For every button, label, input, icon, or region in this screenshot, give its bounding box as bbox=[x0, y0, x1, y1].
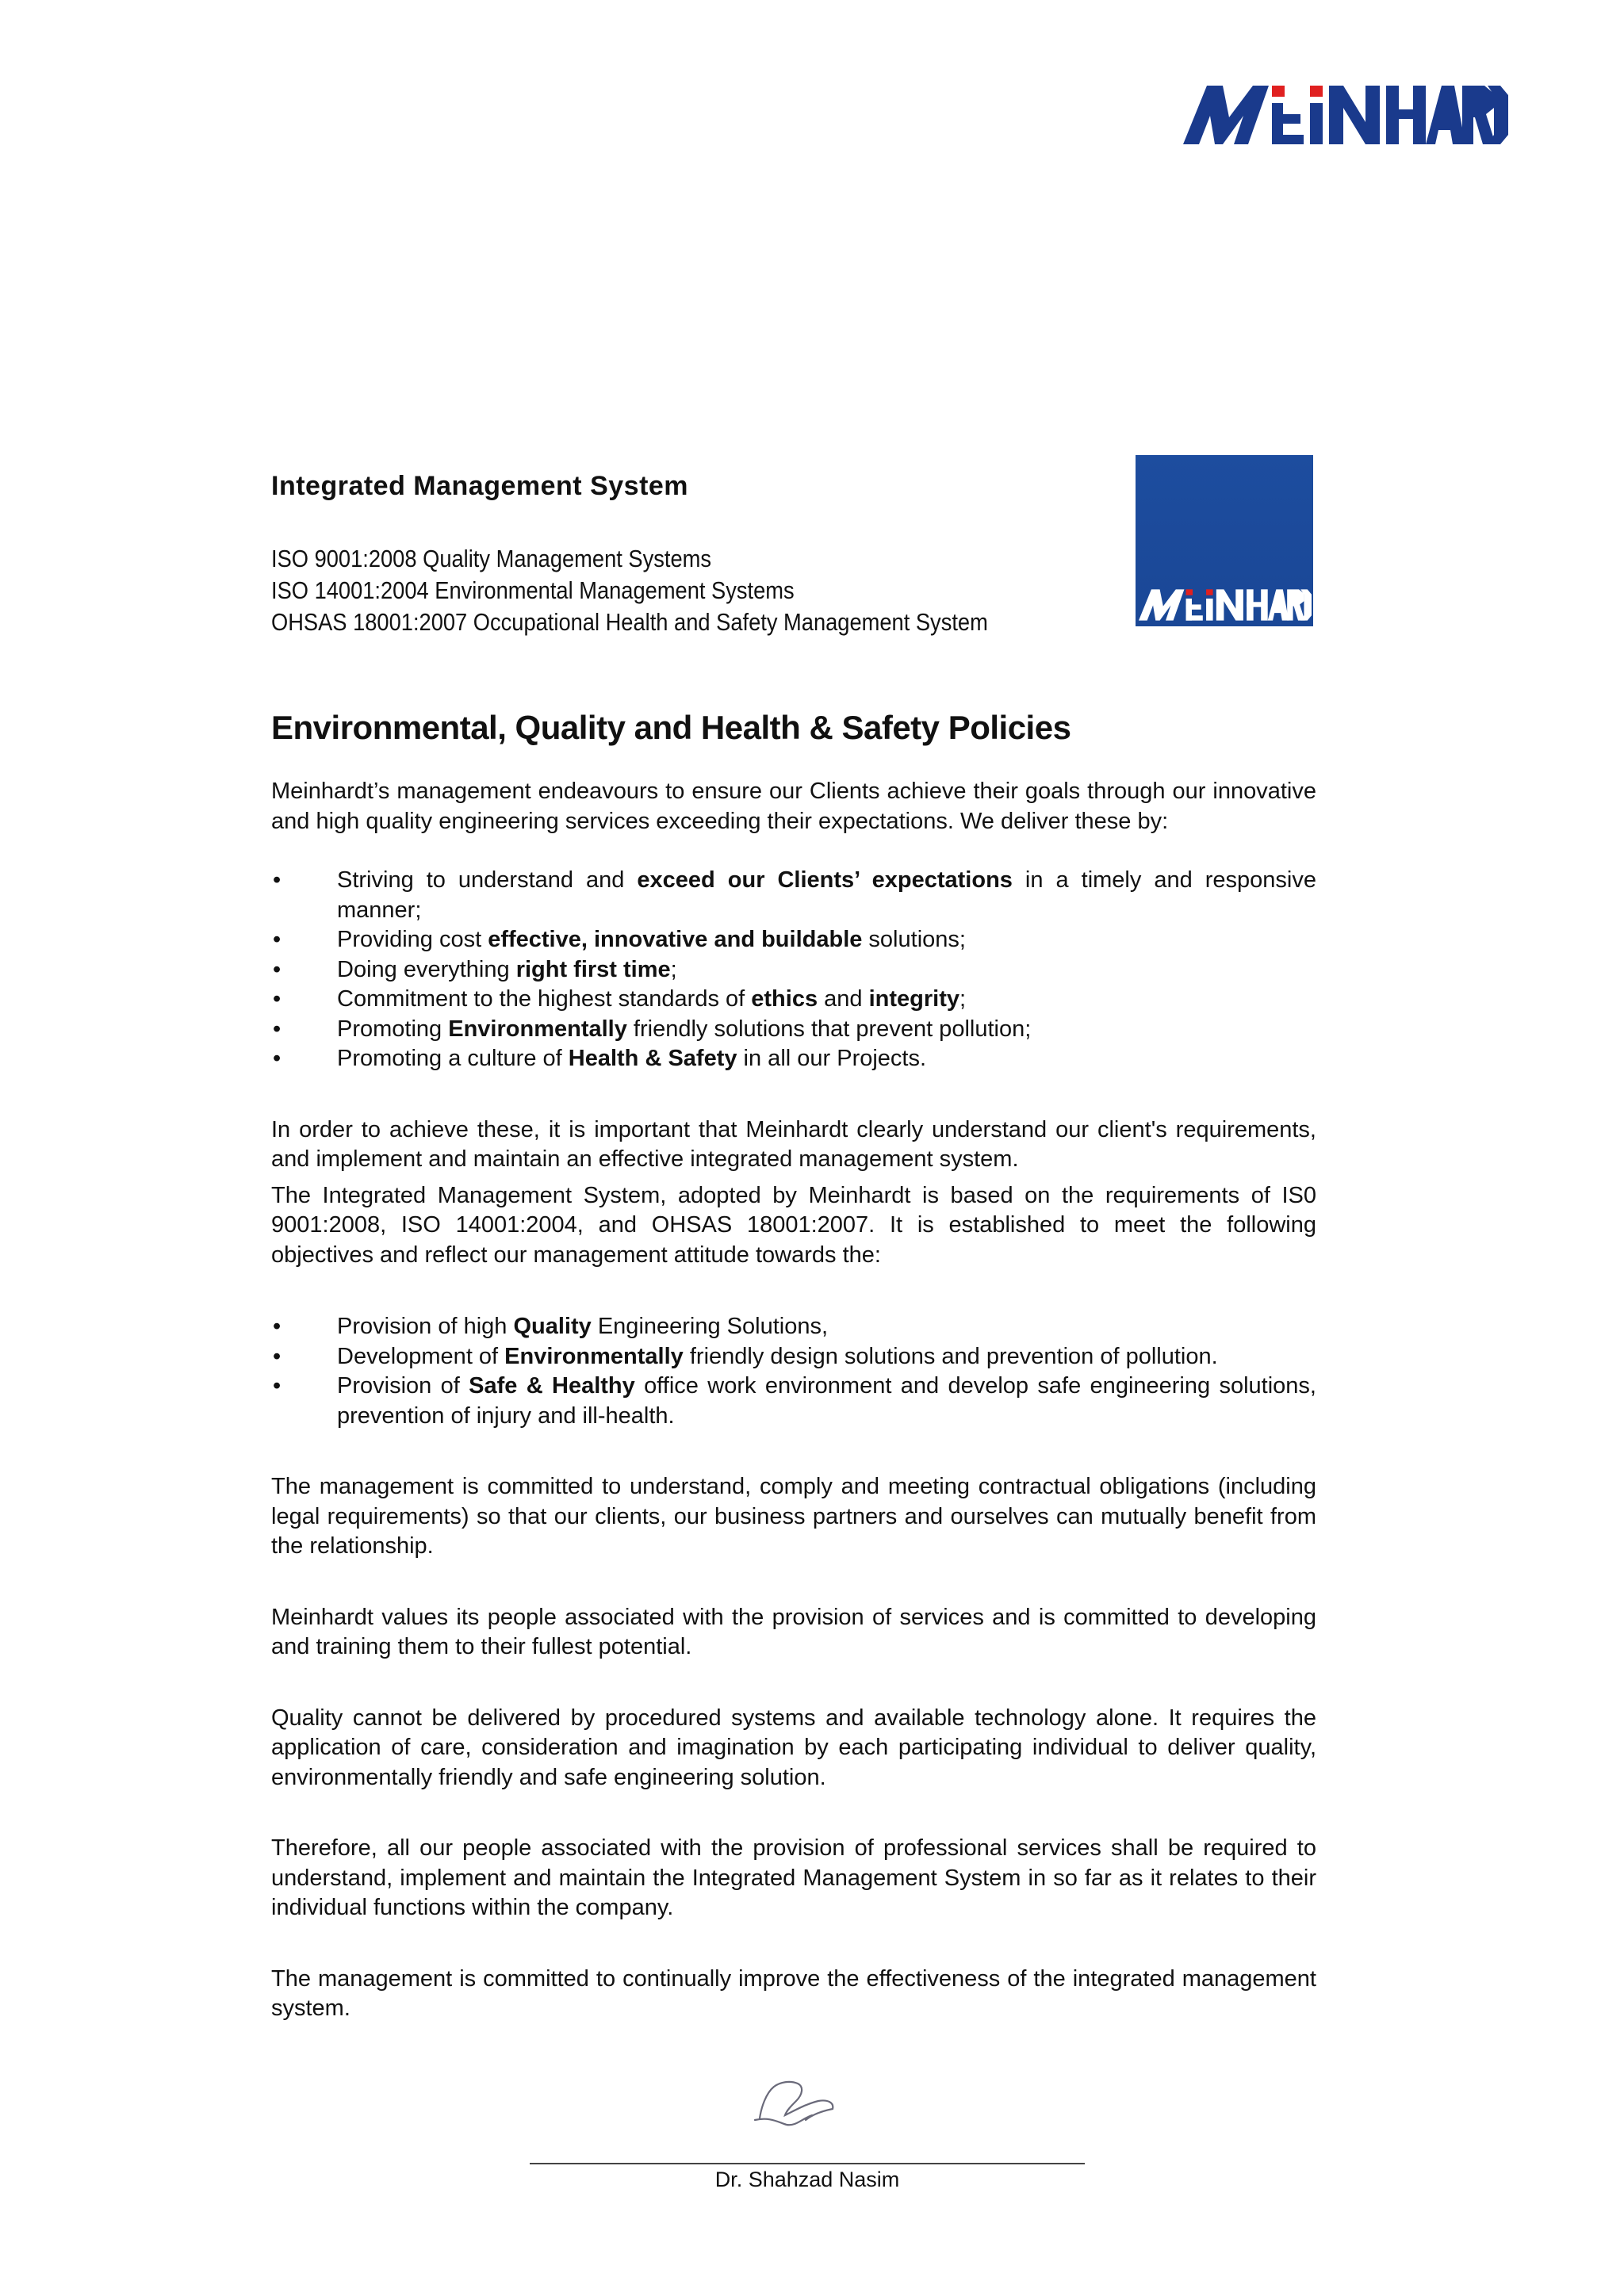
signature-scribble bbox=[745, 2069, 856, 2133]
ims-section bbox=[271, 471, 1064, 638]
bullet-icon: • bbox=[273, 1343, 282, 1369]
list-item-text: office work environment and develop safe engineering solutions, prevention of injury and ill-health. bbox=[337, 1373, 1316, 1429]
paragraph-achieve: In order to achieve these, it is important that Meinhardt clearly understand our client's requirements, and implement and maintain an effective integrated management system. bbox=[271, 1116, 1316, 1172]
list-item bbox=[271, 1342, 1316, 1372]
list-item-text: Provision of high bbox=[337, 1314, 514, 1339]
ims-standard-ohsas18001: OHSAS 18001:2007 Occupational Health and Safety Management System bbox=[271, 608, 988, 636]
emphasis-text: Quality bbox=[513, 1314, 592, 1339]
list-item-text: Promoting bbox=[337, 1016, 449, 1042]
list-item-text: friendly solutions that prevent pollution; bbox=[626, 1016, 1032, 1042]
list-item-text: solutions; bbox=[862, 927, 966, 952]
ims-standard-iso9001: ISO 9001:2008 Quality Management Systems bbox=[271, 545, 711, 572]
emphasis-text: exceed our Clients’ expectations bbox=[637, 867, 1013, 893]
paragraph-quality: Quality cannot be delivered by procedured systems and available technology alone. It requires the application of care, consideration and imagination by each participating individual to deliver quality, environmentally friendly and safe engineering solution. bbox=[271, 1705, 1316, 1790]
commitments-list bbox=[271, 866, 1316, 1074]
bullet-icon: • bbox=[273, 956, 282, 982]
list-item-text: Engineering Solutions, bbox=[591, 1314, 829, 1339]
list-item-text: Providing cost bbox=[337, 927, 488, 952]
policy-heading: Environmental, Quality and Health & Safety Policies bbox=[271, 709, 1071, 746]
bullet-icon: • bbox=[273, 1046, 282, 1071]
list-item-text: ; bbox=[959, 986, 967, 1012]
emphasis-text: right first time bbox=[515, 956, 671, 982]
list-item bbox=[271, 1015, 1316, 1045]
bullet-icon: • bbox=[273, 1016, 282, 1042]
list-item bbox=[271, 1044, 1316, 1074]
list-item bbox=[271, 925, 1316, 955]
signature-line bbox=[530, 2163, 1085, 2164]
ims-title: Integrated Management System bbox=[271, 471, 689, 501]
bullet-icon: • bbox=[273, 927, 282, 952]
list-item-text: in all our Projects. bbox=[737, 1046, 927, 1071]
emphasis-text: integrity bbox=[868, 986, 959, 1012]
bullet-icon: • bbox=[273, 986, 282, 1012]
emphasis-text: effective, innovative and buildable bbox=[488, 927, 863, 952]
list-item-text: Development of bbox=[337, 1343, 505, 1369]
signatory-name: Dr. Shahzad Nasim bbox=[714, 2168, 900, 2191]
meinhardt-logo-white-mark bbox=[1139, 587, 1312, 623]
emphasis-text: ethics bbox=[751, 986, 818, 1012]
emphasis-text: Environmentally bbox=[504, 1343, 684, 1369]
policy-body bbox=[271, 777, 1316, 2024]
list-item-text: and bbox=[818, 986, 869, 1012]
list-item bbox=[271, 955, 1316, 985]
list-item-text: Provision of bbox=[337, 1373, 469, 1399]
bullet-icon: • bbox=[273, 1373, 282, 1399]
list-item bbox=[271, 1372, 1316, 1431]
list-item bbox=[271, 985, 1316, 1015]
emphasis-text: Health & Safety bbox=[568, 1046, 737, 1071]
list-item bbox=[271, 1312, 1316, 1342]
list-item-text: Striving to understand and bbox=[337, 867, 638, 893]
list-item-text: Promoting a culture of bbox=[337, 1046, 569, 1071]
meinhardt-logo-box bbox=[1136, 455, 1313, 626]
intro-paragraph: Meinhardt’s management endeavours to ensure our Clients achieve their goals through our innovative and high quality engineering services exceeding their expectations. We deliver these by: bbox=[271, 779, 1316, 834]
paragraph-ims-basis: The Integrated Management System, adopted by Meinhardt is based on the requirements of IS0 9001:2008, ISO 14001:2004, and OHSAS 18001:2007. It is established to meet the following objectives and reflect our management attitude towards the: bbox=[271, 1182, 1316, 1268]
meinhardt-logo bbox=[1183, 86, 1508, 144]
paragraph-therefore: Therefore, all our people associated with the provision of professional services shall be required to understand, implement and maintain the Integrated Management System in so far as it relates to their individual functions within the company. bbox=[271, 1835, 1316, 1920]
list-item bbox=[271, 866, 1316, 925]
paragraph-obligations: The management is committed to understand, comply and meeting contractual obligations (including legal requirements) so that our clients, our business partners and ourselves can mutually benefit from the relationship. bbox=[271, 1474, 1316, 1559]
emphasis-text: Safe & Healthy bbox=[469, 1373, 635, 1399]
emphasis-text: Environmentally bbox=[448, 1016, 627, 1042]
paragraph-people: Meinhardt values its people associated with the provision of services and is committed to developing and training them to their fullest potential. bbox=[271, 1604, 1316, 1659]
list-item-text: ; bbox=[670, 956, 677, 982]
paragraph-improve: The management is committed to continually improve the effectiveness of the integrated management system. bbox=[271, 1965, 1316, 2021]
signature bbox=[745, 2069, 856, 2133]
ims-standard-iso14001: ISO 14001:2004 Environmental Management Systems bbox=[271, 576, 795, 604]
bullet-icon: • bbox=[273, 867, 282, 893]
objectives-list bbox=[271, 1312, 1316, 1431]
meinhardt-logo-mark bbox=[1183, 86, 1508, 144]
list-item-text: Commitment to the highest standards of bbox=[337, 986, 752, 1012]
list-item-text: in a timely and responsive manner; bbox=[337, 867, 1316, 923]
bullet-icon: • bbox=[273, 1314, 282, 1339]
logo-red-mark bbox=[1272, 86, 1285, 97]
list-item-text: friendly design solutions and prevention of pollution. bbox=[683, 1343, 1218, 1369]
list-item-text: Doing everything bbox=[337, 956, 516, 982]
